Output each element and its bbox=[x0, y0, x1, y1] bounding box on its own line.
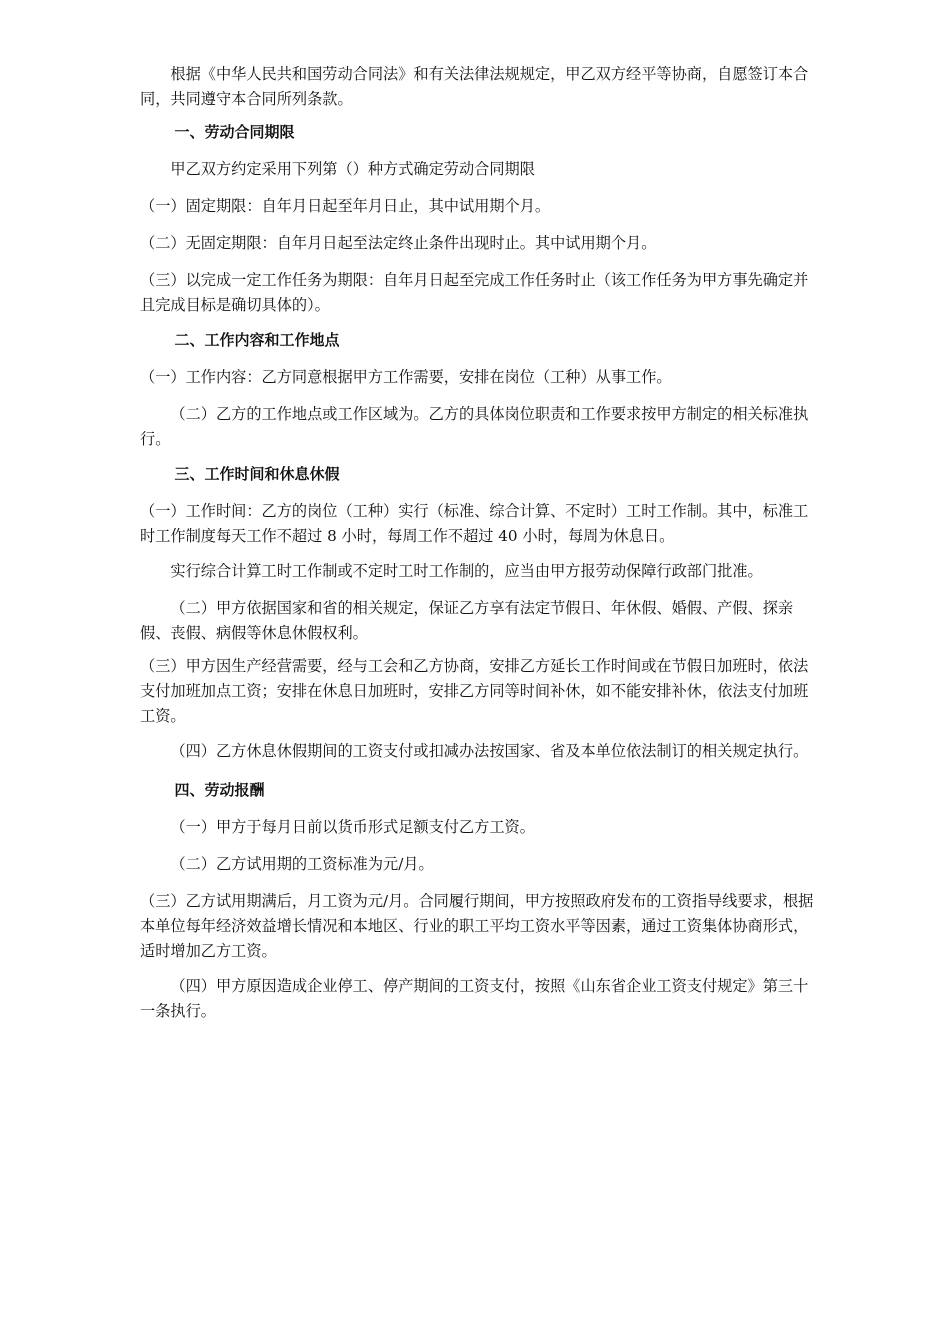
section-2-item-2: （二）乙方的工作地点或工作区域为。乙方的具体岗位职责和工作要求按甲方制定的相关标准执行。 bbox=[140, 405, 809, 448]
section-1-heading: 一、劳动合同期限 bbox=[174, 123, 295, 141]
section-4-item-4: （四）甲方原因造成企业停工、停产期间的工资支付，按照《山东省企业工资支付规定》第三十一条执行。 bbox=[140, 977, 809, 1020]
section-1-item-3: （三）以完成一定工作任务为期限：自年月日起至完成工作任务时止（该工作任务为甲方事先确定并且完成目标是确切具体的）。 bbox=[140, 271, 809, 314]
section-1-paragraph: 甲乙双方约定采用下列第（）种方式确定劳动合同期限 bbox=[170, 160, 535, 178]
section-1-item-2: （二）无固定期限：自年月日起至法定终止条件出现时止。其中试用期个月。 bbox=[140, 234, 657, 252]
section-4-item-2: （二）乙方试用期的工资标准为元/月。 bbox=[170, 855, 434, 873]
section-2-item-1: （一）工作内容：乙方同意根据甲方工作需要，安排在岗位（工种）从事工作。 bbox=[140, 368, 672, 386]
intro-paragraph: 根据《中华人民共和国劳动合同法》和有关法律法规规定，甲乙双方经平等协商，自愿签订本合同，共同遵守本合同所列条款。 bbox=[140, 65, 809, 108]
section-4-item-1: （一）甲方于每月日前以货币形式足额支付乙方工资。 bbox=[170, 818, 535, 836]
section-4-heading: 四、劳动报酬 bbox=[174, 781, 265, 799]
section-3-item-1-note: 实行综合计算工时工作制或不定时工时工作制的，应当由甲方报劳动保障行政部门批准。 bbox=[170, 562, 763, 580]
section-3-item-4: （四）乙方休息休假期间的工资支付或扣减办法按国家、省及本单位依法制订的相关规定执行。 bbox=[170, 742, 809, 760]
section-1-item-1: （一）固定期限：自年月日起至年月日止，其中试用期个月。 bbox=[140, 197, 551, 215]
section-3-heading: 三、工作时间和休息休假 bbox=[174, 465, 340, 483]
contract-page bbox=[140, 62, 815, 1024]
section-3-item-1: （一）工作时间：乙方的岗位（工种）实行（标准、综合计算、不定时）工时工作制。其中，标准工时工作制度每天工作不超过 8 小时，每周工作不超过 40 小时，每周为休息日。 bbox=[140, 502, 809, 545]
section-3-item-2: （二）甲方依据国家和省的相关规定，保证乙方享有法定节假日、年休假、婚假、产假、探亲假、丧假、病假等休息休假权利。 bbox=[140, 599, 794, 642]
section-4-item-3: （三）乙方试用期满后，月工资为元/月。合同履行期间，甲方按照政府发布的工资指导线要求，根据本单位每年经济效益增长情况和本地区、行业的职工平均工资水平等因素，通过工资集体协商形式，适时增加乙方工资。 bbox=[140, 892, 814, 960]
section-2-heading: 二、工作内容和工作地点 bbox=[174, 331, 340, 349]
section-3-item-3: （三）甲方因生产经营需要，经与工会和乙方协商，安排乙方延长工作时间或在节假日加班时，依法支付加班加点工资；安排在休息日加班时，安排乙方同等时间补休，如不能安排补休，依法支付加班工资。 bbox=[140, 657, 809, 725]
